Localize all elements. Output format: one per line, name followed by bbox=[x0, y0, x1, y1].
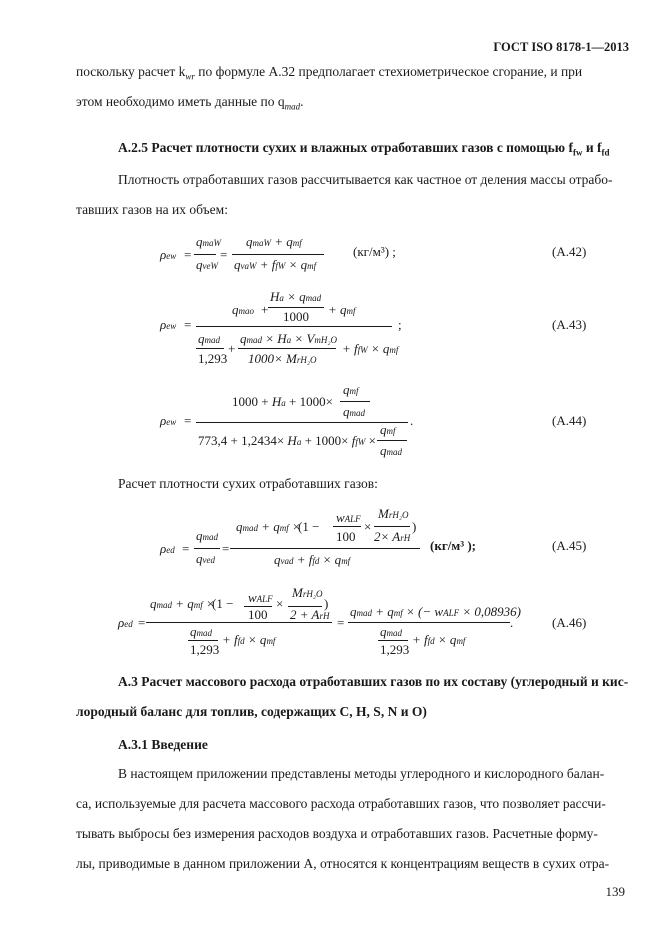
section-a25-para-1: Плотность отработавших газов рассчитывается как частное от деления массы отрабо- bbox=[118, 172, 613, 187]
section-a25-para-2: тавших газов на их объем: bbox=[76, 202, 228, 217]
a46-number: (А.46) bbox=[552, 615, 587, 630]
page-number: 139 bbox=[605, 884, 625, 899]
section-a31-para-line-3: тывать выбросы без измерения расходов воздуха и отработавших газов. Расчетные форму- bbox=[76, 826, 598, 841]
a44-number: (А.44) bbox=[552, 413, 587, 428]
dry-gases-intro: Расчет плотности сухих отработавших газов: bbox=[118, 476, 378, 491]
page-header: ГОСТ ISO 8178-1—2013 bbox=[493, 40, 629, 54]
section-a31-para-line-4: лы, приводимые в данном приложении А, относятся к концентрациям веществ в сухих отра- bbox=[76, 856, 610, 871]
section-a25-title: А.2.5 Расчет плотности сухих и влажных отработавших газов с помощью $f_{fw}$ и $f_{fd}$ bbox=[118, 140, 610, 158]
a42-unit: (кг/м³) ; bbox=[353, 244, 396, 259]
section-a31-para-line-1: В настоящем приложении представлены методы углеродного и кислородного балан- bbox=[118, 766, 605, 781]
intro-line-2: этом необходимо иметь данные по $q_{mad}$. bbox=[76, 94, 304, 112]
section-a31-para-line-2: са, используемые для расчета массового расхода отработавших газов, что позволяет рассчи- bbox=[76, 796, 606, 811]
section-a3-title-line-2: лородный баланс для топлив, содержащих C, H, S, N и О) bbox=[76, 704, 427, 719]
section-a31-title: А.3.1 Введение bbox=[118, 737, 208, 752]
section-a3-title-line-1: А.3 Расчет массового расхода отработавших газов по их составу (углеродный и кис- bbox=[118, 674, 629, 689]
a42-number: (А.42) bbox=[552, 244, 587, 259]
intro-line-1: поскольку расчет $k_{wr}$ по формуле А.32 предполагает стехиометрическое сгорание, и при bbox=[76, 64, 583, 82]
a43-number: (А.43) bbox=[552, 317, 587, 332]
a45-number: (А.45) bbox=[552, 538, 587, 553]
